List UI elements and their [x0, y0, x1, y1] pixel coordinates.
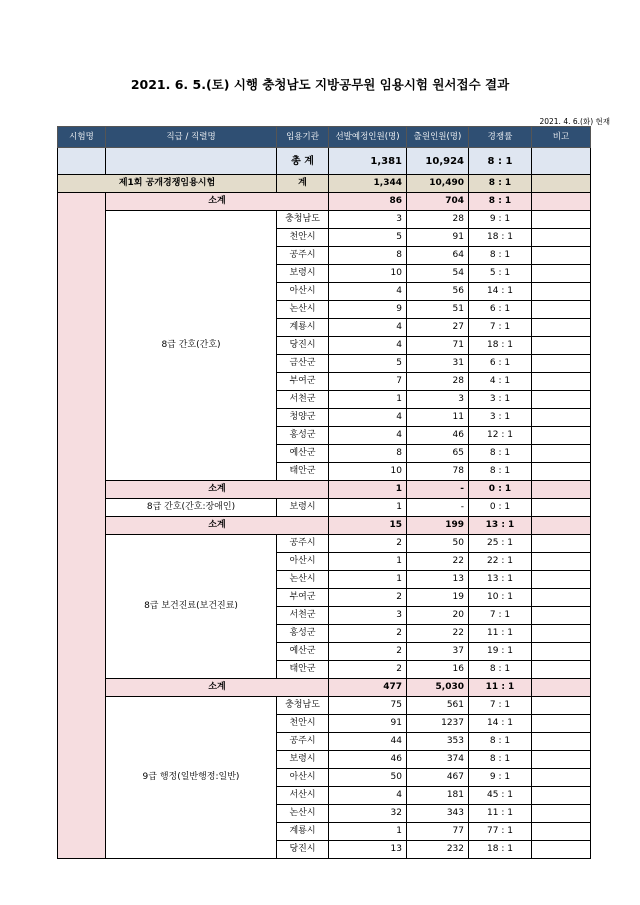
- planned-cell: 44: [329, 733, 407, 751]
- ratio-cell: 10 : 1: [469, 589, 532, 607]
- applicants-cell: 77: [407, 823, 469, 841]
- remarks-cell: [532, 841, 591, 859]
- planned-cell: 4: [329, 409, 407, 427]
- agency-cell: 당진시: [277, 841, 329, 859]
- agency-cell: 보령시: [277, 751, 329, 769]
- planned-cell: 2: [329, 625, 407, 643]
- agency-cell: 계룡시: [277, 823, 329, 841]
- total-label: 총 계: [277, 148, 329, 175]
- subtotal-label: 소계: [106, 517, 329, 535]
- planned-cell: 5: [329, 355, 407, 373]
- remarks-cell: [532, 715, 591, 733]
- agency-cell: 아산시: [277, 769, 329, 787]
- planned-cell: 3: [329, 607, 407, 625]
- ratio-cell: 19 : 1: [469, 643, 532, 661]
- ratio-cell: 12 : 1: [469, 427, 532, 445]
- remarks-cell: [532, 823, 591, 841]
- applicants-cell: 22: [407, 553, 469, 571]
- subtotal-remarks: [532, 193, 591, 211]
- agency-cell: 천안시: [277, 229, 329, 247]
- table-row: [58, 697, 591, 715]
- grand-total-row: [58, 148, 591, 175]
- table-header-row: [58, 127, 591, 148]
- applicants-cell: 232: [407, 841, 469, 859]
- applicants-cell: 78: [407, 463, 469, 481]
- agency-cell: 홍성군: [277, 625, 329, 643]
- planned-cell: 2: [329, 661, 407, 679]
- ratio-cell: 9 : 1: [469, 211, 532, 229]
- planned-cell: 4: [329, 787, 407, 805]
- applicants-cell: 91: [407, 229, 469, 247]
- ratio-cell: 22 : 1: [469, 553, 532, 571]
- planned-cell: 7: [329, 373, 407, 391]
- document-title: 2021. 6. 5.(토) 시행 충청남도 지방공무원 임용시험 원서접수 결과: [130, 77, 510, 92]
- total-exam-cell: [58, 148, 106, 175]
- position-name: 9급 행정(일반행정:일반): [106, 697, 277, 859]
- remarks-cell: [532, 301, 591, 319]
- agency-cell: 태안군: [277, 661, 329, 679]
- agency-cell: 보령시: [277, 265, 329, 283]
- subtotal-label: 소계: [106, 193, 329, 211]
- position-name: 8급 보건진료(보건진료): [106, 535, 277, 679]
- header-remarks: 비고: [532, 127, 591, 148]
- remarks-cell: [532, 625, 591, 643]
- planned-cell: 1: [329, 391, 407, 409]
- applicants-cell: 37: [407, 643, 469, 661]
- table-row: [58, 499, 591, 517]
- applicants-cell: 46: [407, 427, 469, 445]
- total-applicants: 10,924: [407, 148, 469, 175]
- applicants-cell: 20: [407, 607, 469, 625]
- applicants-cell: 181: [407, 787, 469, 805]
- remarks-cell: [532, 571, 591, 589]
- ratio-cell: 5 : 1: [469, 265, 532, 283]
- ratio-cell: 6 : 1: [469, 355, 532, 373]
- planned-cell: 8: [329, 445, 407, 463]
- planned-cell: 13: [329, 841, 407, 859]
- applicants-cell: 3: [407, 391, 469, 409]
- header-applicants: 출원인원(명): [407, 127, 469, 148]
- exam-name: 제1회 공개경쟁임용시험: [58, 175, 277, 193]
- planned-cell: 9: [329, 301, 407, 319]
- planned-cell: 4: [329, 427, 407, 445]
- planned-cell: 1: [329, 499, 407, 517]
- ratio-cell: 8 : 1: [469, 733, 532, 751]
- applicants-cell: 1237: [407, 715, 469, 733]
- planned-cell: 1: [329, 553, 407, 571]
- ratio-cell: 7 : 1: [469, 319, 532, 337]
- total-remarks: [532, 148, 591, 175]
- ratio-cell: 13 : 1: [469, 571, 532, 589]
- remarks-cell: [532, 805, 591, 823]
- subtotal-remarks: [532, 481, 591, 499]
- subtotal-applicants: 199: [407, 517, 469, 535]
- applicants-cell: 16: [407, 661, 469, 679]
- header-planned: 선발예정인원(명): [329, 127, 407, 148]
- total-ratio: 8 : 1: [469, 148, 532, 175]
- ratio-cell: 25 : 1: [469, 535, 532, 553]
- applicants-cell: 19: [407, 589, 469, 607]
- table-row: [58, 535, 591, 553]
- ratio-cell: 8 : 1: [469, 445, 532, 463]
- agency-cell: 충청남도: [277, 211, 329, 229]
- ratio-cell: 18 : 1: [469, 229, 532, 247]
- planned-cell: 8: [329, 247, 407, 265]
- header-agency: 임용기관: [277, 127, 329, 148]
- subtotal-remarks: [532, 679, 591, 697]
- planned-cell: 50: [329, 769, 407, 787]
- subtotal-row: [58, 679, 591, 697]
- applicants-cell: 467: [407, 769, 469, 787]
- planned-cell: 4: [329, 319, 407, 337]
- planned-cell: 75: [329, 697, 407, 715]
- applicants-cell: 65: [407, 445, 469, 463]
- ratio-cell: 11 : 1: [469, 625, 532, 643]
- applicants-cell: 54: [407, 265, 469, 283]
- subtotal-ratio: 8 : 1: [469, 193, 532, 211]
- remarks-cell: [532, 661, 591, 679]
- applicants-cell: 13: [407, 571, 469, 589]
- applicants-cell: 56: [407, 283, 469, 301]
- agency-cell: 공주시: [277, 535, 329, 553]
- ratio-cell: 8 : 1: [469, 751, 532, 769]
- remarks-cell: [532, 283, 591, 301]
- planned-cell: 2: [329, 643, 407, 661]
- subtotal-ratio: 11 : 1: [469, 679, 532, 697]
- remarks-cell: [532, 391, 591, 409]
- remarks-cell: [532, 769, 591, 787]
- ratio-cell: 6 : 1: [469, 301, 532, 319]
- agency-cell: 당진시: [277, 337, 329, 355]
- header-exam: 시험명: [58, 127, 106, 148]
- planned-cell: 4: [329, 283, 407, 301]
- agency-cell: 공주시: [277, 733, 329, 751]
- exam-planned: 1,344: [329, 175, 407, 193]
- subtotal-planned: 477: [329, 679, 407, 697]
- ratio-cell: 3 : 1: [469, 391, 532, 409]
- subtotal-ratio: 0 : 1: [469, 481, 532, 499]
- agency-cell: 서산시: [277, 787, 329, 805]
- agency-cell: 보령시: [277, 499, 329, 517]
- total-planned: 1,381: [329, 148, 407, 175]
- ratio-cell: 8 : 1: [469, 661, 532, 679]
- remarks-cell: [532, 265, 591, 283]
- subtotal-planned: 86: [329, 193, 407, 211]
- remarks-cell: [532, 247, 591, 265]
- agency-cell: 계룡시: [277, 319, 329, 337]
- planned-cell: 1: [329, 571, 407, 589]
- agency-cell: 예산군: [277, 643, 329, 661]
- applicants-cell: 31: [407, 355, 469, 373]
- subtotal-planned: 15: [329, 517, 407, 535]
- header-ratio: 경쟁률: [469, 127, 532, 148]
- planned-cell: 10: [329, 265, 407, 283]
- agency-cell: 서천군: [277, 607, 329, 625]
- header-position: 직급 / 직렬명: [106, 127, 277, 148]
- planned-cell: 1: [329, 823, 407, 841]
- remarks-cell: [532, 445, 591, 463]
- remarks-cell: [532, 211, 591, 229]
- agency-cell: 홍성군: [277, 427, 329, 445]
- exam-total-row: [58, 175, 591, 193]
- exam-applicants: 10,490: [407, 175, 469, 193]
- planned-cell: 10: [329, 463, 407, 481]
- ratio-cell: 8 : 1: [469, 463, 532, 481]
- exam-remarks: [532, 175, 591, 193]
- remarks-cell: [532, 787, 591, 805]
- planned-cell: 3: [329, 211, 407, 229]
- ratio-cell: 7 : 1: [469, 607, 532, 625]
- applicants-cell: 28: [407, 373, 469, 391]
- applicants-cell: 353: [407, 733, 469, 751]
- remarks-cell: [532, 337, 591, 355]
- applicants-cell: 374: [407, 751, 469, 769]
- agency-cell: 논산시: [277, 571, 329, 589]
- subtotal-row: [58, 481, 591, 499]
- planned-cell: 46: [329, 751, 407, 769]
- subtotal-row: [58, 517, 591, 535]
- agency-cell: 금산군: [277, 355, 329, 373]
- planned-cell: 5: [329, 229, 407, 247]
- agency-cell: 아산시: [277, 283, 329, 301]
- ratio-cell: 9 : 1: [469, 769, 532, 787]
- position-name: 8급 간호(간호): [106, 211, 277, 481]
- ratio-cell: 11 : 1: [469, 805, 532, 823]
- agency-cell: 태안군: [277, 463, 329, 481]
- subtotal-applicants: 5,030: [407, 679, 469, 697]
- applicants-cell: 28: [407, 211, 469, 229]
- remarks-cell: [532, 373, 591, 391]
- remarks-cell: [532, 643, 591, 661]
- ratio-cell: 77 : 1: [469, 823, 532, 841]
- subtotal-applicants: 704: [407, 193, 469, 211]
- applicants-cell: 71: [407, 337, 469, 355]
- remarks-cell: [532, 751, 591, 769]
- total-position-cell: [106, 148, 277, 175]
- subtotal-row: [58, 193, 591, 211]
- agency-cell: 충청남도: [277, 697, 329, 715]
- planned-cell: 2: [329, 535, 407, 553]
- agency-cell: 청양군: [277, 409, 329, 427]
- position-name: 8급 간호(간호:장애인): [106, 499, 277, 517]
- planned-cell: 2: [329, 589, 407, 607]
- agency-cell: 부여군: [277, 373, 329, 391]
- subtotal-planned: 1: [329, 481, 407, 499]
- applicants-cell: 27: [407, 319, 469, 337]
- subtotal-applicants: -: [407, 481, 469, 499]
- ratio-cell: 0 : 1: [469, 499, 532, 517]
- table-row: [58, 211, 591, 229]
- applicants-cell: 561: [407, 697, 469, 715]
- agency-cell: 천안시: [277, 715, 329, 733]
- applicants-cell: 343: [407, 805, 469, 823]
- remarks-cell: [532, 607, 591, 625]
- exam-label: 계: [277, 175, 329, 193]
- applicants-cell: 51: [407, 301, 469, 319]
- applicants-cell: 22: [407, 625, 469, 643]
- ratio-cell: 7 : 1: [469, 697, 532, 715]
- remarks-cell: [532, 589, 591, 607]
- remarks-cell: [532, 463, 591, 481]
- remarks-cell: [532, 229, 591, 247]
- planned-cell: 91: [329, 715, 407, 733]
- planned-cell: 4: [329, 337, 407, 355]
- subtotal-ratio: 13 : 1: [469, 517, 532, 535]
- exam-ratio: 8 : 1: [469, 175, 532, 193]
- remarks-cell: [532, 499, 591, 517]
- agency-cell: 예산군: [277, 445, 329, 463]
- agency-cell: 부여군: [277, 589, 329, 607]
- ratio-cell: 18 : 1: [469, 337, 532, 355]
- remarks-cell: [532, 697, 591, 715]
- planned-cell: 32: [329, 805, 407, 823]
- exam-name-cell: [58, 193, 106, 859]
- ratio-cell: 14 : 1: [469, 715, 532, 733]
- ratio-cell: 4 : 1: [469, 373, 532, 391]
- agency-cell: 논산시: [277, 805, 329, 823]
- remarks-cell: [532, 553, 591, 571]
- agency-cell: 공주시: [277, 247, 329, 265]
- remarks-cell: [532, 319, 591, 337]
- applicants-cell: -: [407, 499, 469, 517]
- ratio-cell: 14 : 1: [469, 283, 532, 301]
- remarks-cell: [532, 535, 591, 553]
- subtotal-label: 소계: [106, 481, 329, 499]
- applicants-cell: 11: [407, 409, 469, 427]
- subtotal-remarks: [532, 517, 591, 535]
- applicants-cell: 50: [407, 535, 469, 553]
- ratio-cell: 3 : 1: [469, 409, 532, 427]
- results-table: [57, 126, 591, 859]
- ratio-cell: 18 : 1: [469, 841, 532, 859]
- agency-cell: 아산시: [277, 553, 329, 571]
- remarks-cell: [532, 409, 591, 427]
- remarks-cell: [532, 733, 591, 751]
- applicants-cell: 64: [407, 247, 469, 265]
- ratio-cell: 45 : 1: [469, 787, 532, 805]
- subtotal-label: 소계: [106, 679, 329, 697]
- agency-cell: 서천군: [277, 391, 329, 409]
- agency-cell: 논산시: [277, 301, 329, 319]
- remarks-cell: [532, 355, 591, 373]
- as-of-date: 2021. 4. 6.(화) 현재: [539, 117, 610, 126]
- remarks-cell: [532, 427, 591, 445]
- ratio-cell: 8 : 1: [469, 247, 532, 265]
